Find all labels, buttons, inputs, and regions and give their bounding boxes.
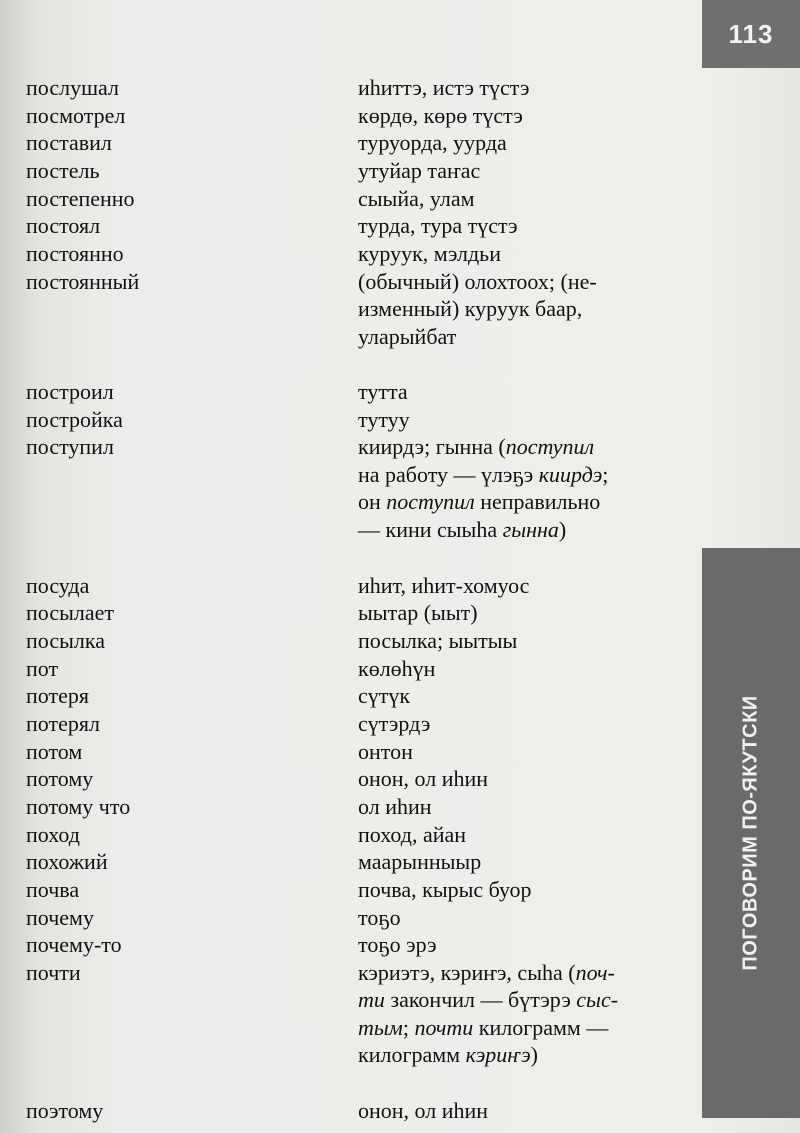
entry-translation	[358, 959, 688, 1069]
entry-word: поэтому	[26, 1098, 104, 1124]
entry-word: потому	[26, 766, 94, 792]
italic-example: гынна	[502, 516, 559, 542]
entry-word: построил	[26, 379, 114, 405]
entry-translation	[358, 793, 688, 821]
translation-line: көрдө, көрө түстэ	[358, 102, 523, 128]
entry-translation	[358, 406, 688, 434]
translation-line: уларыйбат	[358, 323, 457, 349]
entry-translation	[358, 102, 688, 130]
translation-line: тоҕо	[358, 904, 401, 930]
entry-translation	[358, 655, 688, 683]
entry-word: постройка	[26, 406, 123, 432]
italic-example: кэриҥэ	[465, 1042, 531, 1068]
entry-translation	[358, 876, 688, 904]
entry-word: потом	[26, 738, 83, 764]
entry-translation	[358, 240, 688, 268]
italic-example: поступил	[386, 489, 475, 515]
translation-line: изменный) куруук баар,	[358, 296, 583, 322]
entry-word: почему	[26, 904, 94, 930]
entry-word: постоянно	[26, 240, 124, 266]
translation-line: почва, кырыс буор	[358, 876, 532, 902]
translation-line: киирдэ; гынна (поступил	[358, 434, 595, 460]
translation-line: поход, айан	[358, 821, 467, 847]
translation-line: утуйар таҥас	[358, 157, 481, 183]
entry-word: посылает	[26, 600, 114, 626]
entry-word: почва	[26, 876, 80, 902]
entry-translation	[358, 268, 688, 351]
entry-translation	[358, 378, 688, 406]
side-tab-label: ПОГОВОРИМ ПО-ЯКУТСКИ	[739, 695, 762, 971]
entry-translation	[358, 682, 688, 710]
entry-word: похожий	[26, 849, 108, 875]
entry-translation	[358, 433, 688, 543]
entry-translation	[358, 157, 688, 185]
translation-line: ти закончил — бүтэрэ сыс-	[358, 987, 619, 1013]
entry-translation	[358, 212, 688, 240]
entry-word: постель	[26, 157, 100, 183]
translation-line: маарынныыр	[358, 849, 482, 875]
italic-example: тым	[358, 1014, 403, 1040]
translation-line: килограмм кэриҥэ)	[358, 1042, 538, 1068]
translation-line: туруорда, уурда	[358, 130, 507, 156]
translation-line: иһиттэ, истэ түстэ	[358, 75, 530, 100]
entry-word: почти	[26, 959, 81, 985]
translation-line: кэриэтэ, кэриҥэ, сыһа (поч-	[358, 959, 615, 985]
entry-translation	[358, 1097, 688, 1125]
entry-word: потому что	[26, 793, 131, 819]
translation-line: онон, ол иһин	[358, 766, 489, 792]
entry-translation	[358, 129, 688, 157]
italic-example: почти	[414, 1014, 474, 1040]
translation-line: тутуу	[358, 406, 410, 432]
entry-word: постепенно	[26, 185, 135, 211]
translation-line: ол иһин	[358, 793, 432, 819]
entry-word: поставил	[26, 130, 112, 156]
translation-line: тым; почти килограмм —	[358, 1014, 609, 1040]
translation-line: посылка; ыытыы	[358, 628, 518, 653]
entry-word: посуда	[26, 572, 90, 598]
page-number: 113	[702, 0, 800, 68]
entry-word: поступил	[26, 434, 114, 460]
entry-translation	[358, 710, 688, 738]
entry-word: послушал	[26, 75, 119, 100]
translation-line: куруук, мэлдьи	[358, 240, 501, 266]
translation-line: (обычный) олохтоох; (не-	[358, 268, 597, 294]
translation-line: онон, ол иһин	[358, 1098, 489, 1124]
translation-line: тутта	[358, 379, 408, 405]
translation-line: көлөһүн	[358, 655, 436, 681]
entry-translation	[358, 904, 688, 932]
italic-example: ти	[358, 987, 385, 1013]
entry-word: постоянный	[26, 268, 140, 294]
entry-word: посылка	[26, 628, 105, 653]
translation-line: на работу — үлэҕэ киирдэ;	[358, 461, 609, 487]
entry-translation	[358, 738, 688, 766]
translation-line: онтон	[358, 738, 413, 764]
entry-word: постоял	[26, 213, 101, 239]
italic-example: поч-	[575, 959, 615, 985]
translation-line: сүтүк	[358, 683, 411, 709]
translation-line: иһит, иһит-хомуос	[358, 572, 530, 598]
entry-word: пот	[26, 655, 59, 681]
entry-word: потеря	[26, 683, 89, 709]
entry-word: посмотрел	[26, 102, 126, 128]
translation-line: сыыйа, улам	[358, 185, 475, 211]
entry-word: поход	[26, 821, 80, 847]
entry-translation	[358, 821, 688, 849]
translation-line: ыытар (ыыт)	[358, 600, 478, 626]
entry-translation	[358, 74, 688, 102]
translation-line: турда, тура түстэ	[358, 213, 518, 239]
entry-translation	[358, 185, 688, 213]
italic-example: киирдэ	[538, 461, 603, 487]
italic-example: поступил	[505, 434, 595, 460]
entry-translation	[358, 599, 688, 627]
translation-line: — кини сыыһа гынна)	[358, 516, 567, 542]
italic-example: сыс-	[576, 987, 619, 1013]
translation-line: сүтэрдэ	[358, 710, 431, 736]
entry-translation	[358, 572, 688, 600]
entry-translation	[358, 627, 688, 655]
entry-translation	[358, 848, 688, 876]
translation-line: он поступил неправильно	[358, 489, 601, 515]
entry-translation	[358, 765, 688, 793]
translation-line: тоҕо эрэ	[358, 932, 437, 958]
entry-word: потерял	[26, 710, 100, 736]
entry-word: почему-то	[26, 932, 122, 958]
entry-translation	[358, 931, 688, 959]
